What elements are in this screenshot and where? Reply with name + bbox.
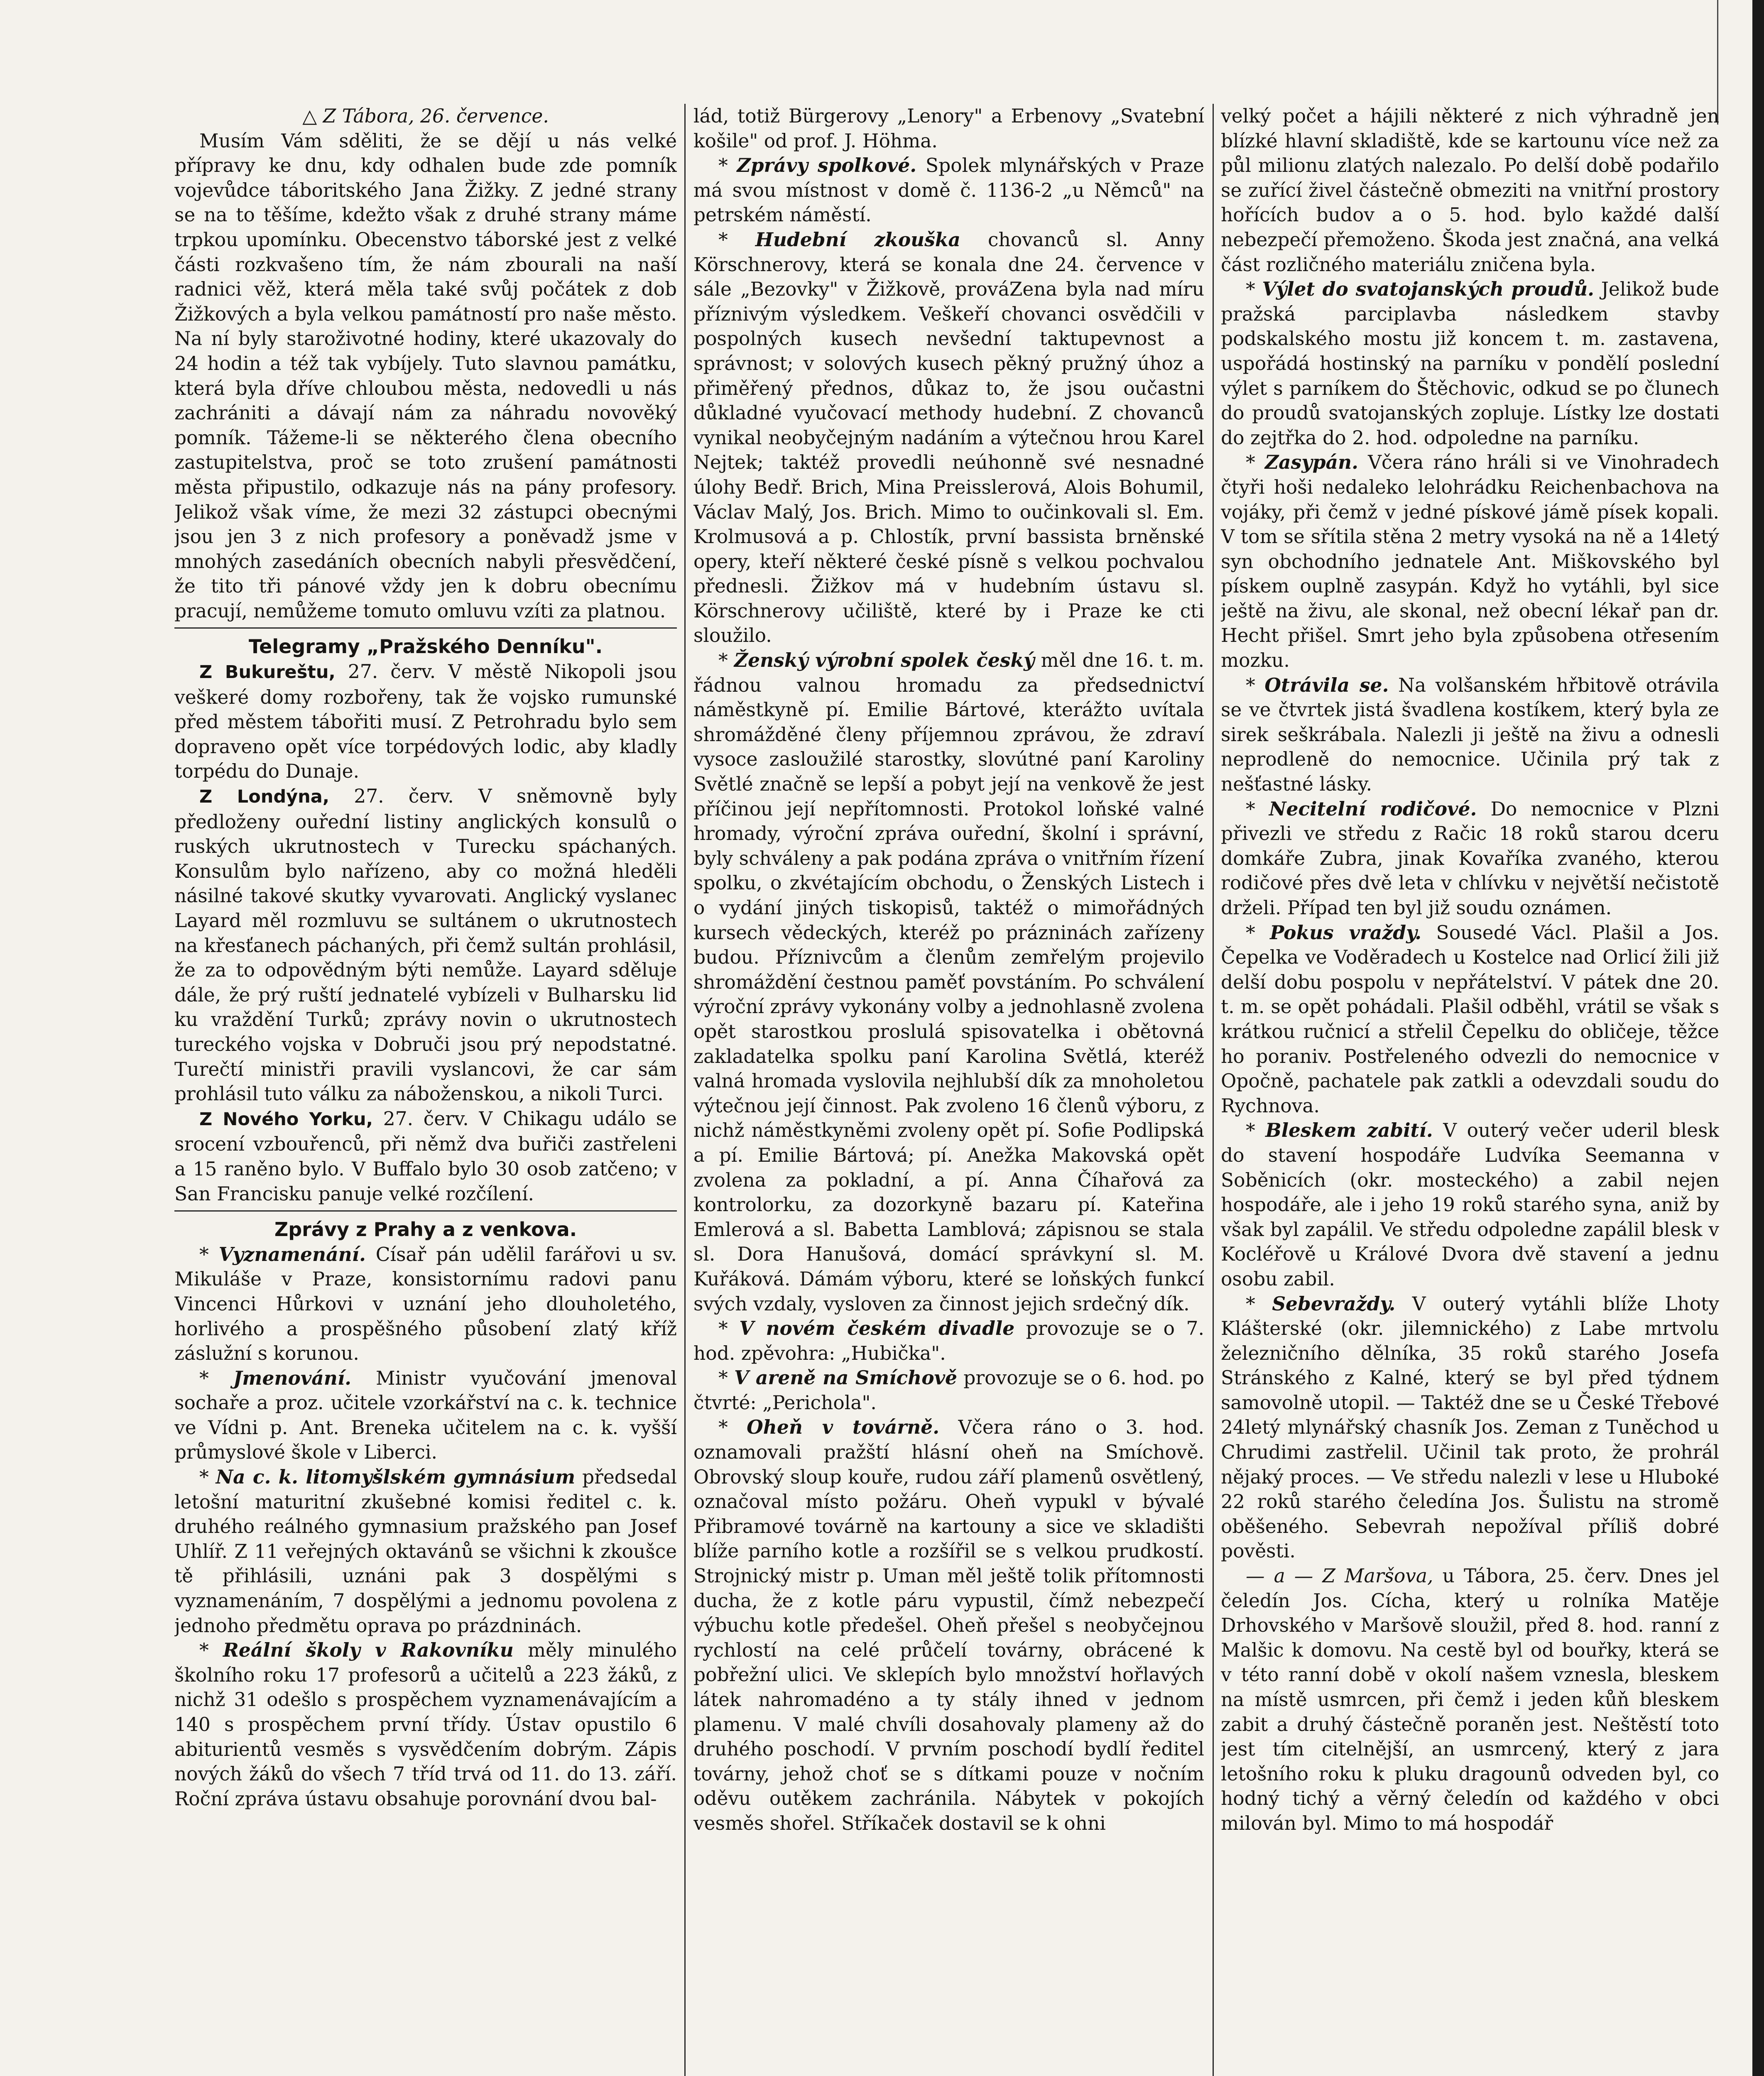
column-1 xyxy=(174,104,677,2076)
section-heading-telegrams: Telegramy „Pražského Denníku". xyxy=(248,635,603,658)
column-2 xyxy=(693,104,1204,2076)
news-item: * Zasypán. Včera ráno hráli si ve Vinohradech čtyři hoši nedaleko lelohrádku Reichenbachova na vojáky, při čemž v jedné pískové jámě písek kopali. V tom se sřítila stěna 2 metry vysoká na ně a 14letý syn obchodního jednatele Ant. Miškovského byl pískem ouplně zasypán. Když ho vytáhli, byl sice ještě na živu, ale skonal, než obecní lékař pan dr. Hecht přišel. Smrt jeho byla způsobena otřesením mozku. xyxy=(1221,451,1719,672)
news-item: * Oheň v továrně. Včera ráno o 3. hod. oznamovali pražští hlásní oheň na Smíchově. Obrovský sloup kouře, rudou září plamenů osvětlený, označoval místo požáru. Oheň vypukl v bývalé Přibramové továrně na kartouny a sice ve skladišti blíže parního kotle a rozšířil se s velkou prudkostí. Strojnický mistr p. Uman měl ještě tolik přítomnosti ducha, že z kotle páru vypustil, čímž nebezpečí výbuchu kotle předešel. Oheň přešel s neobyčejnou rychlostí na celé průčelí továrny, obrácené k pobřežní ulici. Ve sklepích bylo množství hořlavých látek nahromadéno a ty stály ihned v jednom plamenu. V malé chvíli dosahovaly plameny až do druhého poschodí. V prvním poschodí bydlí ředitel továrny, jehož choť se s dítkami pouze v nočním oděvu outěkem zachránila. Nábytek v pokojích vesměs shořel. Stříkaček dostavil se k ohni xyxy=(693,1416,1204,1834)
news-item: * Ženský výrobní spolek český měl dne 16. t. m. řádnou valnou hromadu za předsednictví náměstkyně pí. Emilie Bártové, kterážto uvítala shromážděné členy příjemnou zprávou, že zdraví vysoce zasloužilé starostky, slovútné paní Karoliny Světlé značně se lepší a pobyt její na venkově že jest příčinou její nepřítomnosti. Protokol loňské valné hromady, výroční zpráva ouřední, školní i správní, byly schváleny a pak podána zpráva o vnitřním řízení spolku, o zkvétajícím obchodu, o Ženských Listech i o vydání jiných tiskopisů, taktéž o mimořádných kursech vědeckých, kteréž po prázninách zařízeny budou. Příznivcům a členům zemřelým projevilo shromáždění čestnou paměť povstáním. Po schválení výroční zprávy vykonány volby a jednohlasně zvolena opět starostkou proslulá spisovatelka i obětovná zakladatelka spolku paní Karolina Světlá, kteréž valná hromada vyslovila nejhlubší dík za mnoholetou výtečnou její činnost. Pak zvoleno 16 členů výboru, z nichž náměstkyněmi zvoleny opět pí. Sofie Podlipská a pí. Emilie Bártová; pí. Anežka Makovská opět zvolena za pokladní, a pí. Anna Číhařová za kontrolorku, za dozorkyně bazaru pí. Kateřina Emlerová a sl. Babetta Lamblová; zápisnou se stala sl. Dora Hanušová, domácí správkyní sl. M. Kuřáková. Dámám výboru, které se loňských funkcí svých vzdaly, vysloven za činnost jejich srdečný dík. xyxy=(693,649,1204,1315)
news-item: * V areně na Smíchově provozuje se o 6. hod. po čtvrté: „Perichola". xyxy=(693,1366,1204,1414)
telegram-london: Z Londýna, 27. červ. V sněmovně byly předloženy ouřední listiny anglických konsulů o ruských ukrutnostech v Turecku spáchaných. Konsulům bylo nařízeno, aby co možná hleděli násilné takové skutky vyvarovati. Anglický vyslanec Layard měl rozmluvu se sultánem o ukrutnostech na křesťanech páchaných, při čemž sultán prohlásil, že za to odpovědným býti nemůže. Layard sděluje dále, že prý ruští jednatelé vybízeli v Bulharsku lid ku vraždění Turků; zprávy novin o ukrutnostech tureckého vojska v Dobruči jsou prý nepodstatné. Turečtí ministři pravili vyslancovi, že car sám prohlásil tuto válku za náboženskou, a nikoli Turci. xyxy=(174,785,677,1105)
section-divider xyxy=(174,1210,677,1212)
news-item: * Otrávila se. Na volšanském hřbitově otrávila se ve čtvrtek jistá švadlena kostíkem, který byla ze sirek seškrábala. Nalezli ji ještě na živu a odnesli neprodleně do nemocnice. Učinila prý tak z nešťastné lásky. xyxy=(1221,673,1719,796)
article-continuation: velký počet a hájili některé z nich výhradně jen blízké hlavní skladiště, kde se kartounu více než za půl milionu zlatých nalezalo. Po delší době podařilo se zuřící živel částečně obmeziti na vnitřní prostory hořících budov a o 5. hod. bylo každé další nebezpečí přemoženo. Škoda jest značná, ana velká část rozličného materiálu zničena byla. xyxy=(1221,105,1719,276)
telegram-bucharest: Z Bukureštu, 27. červ. V městě Nikopoli jsou veškeré domy rozbořeny, tak že vojsko rumunské před městem tábořiti musí. Z Petrohradu bylo sem dopraveno opět více torpédových lodic, aby kladly torpédu do Dunaje. xyxy=(174,661,677,783)
news-item: * Necitelní rodičové. Do nemocnice v Plzni přivezli ve středu z Račic 18 roků starou dceru domkáře Zubra, jinak Kovaříka zvaného, kterou rodičové přes dvě leta v chlívku v největší nečistotě drželi. Případ ten byl již soudu oznámen. xyxy=(1221,797,1719,919)
news-item: * V novém českém divadle provozuje se o 7. hod. zpěvohra: „Hubička". xyxy=(693,1317,1204,1364)
news-item: * Vyznamenání. Císař pán udělil farářovi u sv. Mikuláše v Praze, konsistornímu radovi panu Vincenci Hůrkovi v uznání jeho dlouholetého, horlivého a prospěšného působení zlatý kříž záslužní s korunou. xyxy=(174,1243,677,1365)
column-rule xyxy=(1213,104,1214,2076)
news-item: — a — Z Maršova, u Tábora, 25. červ. Dnes jel čeledín Jos. Cícha, který u rolníka Matěje Drhovského v Maršově sloužil, před 8. hod. ranní z Malšic k domovu. Na cestě byl od bouřky, která se v této ranní době v okolí našem vznesla, bleskem na místě usmrcen, při čemž i jeden kůň bleskem zabit a druhý částečně poraněn jest. Neštěstí toto jest tím citelnější, an usmrcený, který z jara letošního roku k pluku dragounů odveden byl, co hodný tichý a věrný čeledín od každého v obci milován byl. Mimo to má hospodář xyxy=(1221,1565,1719,1834)
article-tabor: Musím Vám sděliti, že se dějí u nás velké přípravy ke dnu, kdy odhalen bude zde pomník vojevůdce táboritského Jana Žižky. Z jedné strany se na to těšíme, kdežto však z druhé strany máme trpkou upomínku. Obecenstvo táborské jest z velké části rozkvašeno tím, že nám zbourali na naší radnici věž, která měla také svůj počátek z dob Žižkových a byla velkou památností pro naše město. Na ní byly staroživotné hodiny, které ukazovaly do 24 hodin a též tak vybíjely. Tuto slavnou památku, která byla dříve chloubou města, nedovedli u nás zachrániti a dávají nám za náhradu novověký pomník. Tážeme-li se některého člena obecního zastupitelstva, proč se toto zrušení památnosti města připustilo, odkazuje nás na pány profesory. Jelikož však víme, že mezi 32 zástupci obecnými jsou jen 3 z nich profesory a poněvadž jsme v mnohých zasedáních obecních nabyli přesvědčení, že tito tři pánové vždy jen k dobru obecnímu pracují, nemůžeme tomuto omluvu vzíti za platnou. xyxy=(174,130,677,622)
dateline-tabor: △ Z Tábora, 26. července. xyxy=(302,105,549,127)
newspaper-columns xyxy=(174,104,1719,2076)
page-edge-shadow xyxy=(1752,0,1764,2076)
telegram-new-york: Z Nového Yorku, 27. červ. V Chikagu událo se srocení vzbouřenců, při němž dva buřiči zastřeleni a 15 raněno bylo. V Buffalo bylo 30 osob zatčeno; v San Francisku panuje velké rozčílení. xyxy=(174,1107,677,1205)
news-item: * Výlet do svatojanských proudů. Jelikož bude pražská parciplavba následkem stavby podskalského mostu již koncem t. m. zastavena, uspořádá hostinský na parníku v pondělí poslední výlet s parníkem do Štěchovic, odkud se po člunech do proudů svatojanských zopluje. Lístky lze dostati do zejtřka do 2. hod. odpoledne na parníku. xyxy=(1221,278,1719,449)
section-heading-news: Zprávy z Prahy a z venkova. xyxy=(274,1218,577,1241)
news-item: * Bleskem zabití. V outerý večer uderil blesk do stavení hospodáře Ludvíka Seemanna v Soběnicích (okr. mosteckého) a zabil nejen hospodáře, ale i jeho 19 roků starého syna, aniž by však byl zapálil. Ve středu odpoledne zapálil blesk v Kocléřově u Králové Dvora dvě stavení a jednu osobu zabil. xyxy=(1221,1119,1719,1290)
article-continuation: lád, totiž Bürgerovy „Lenory" a Erbenovy „Svatební košile" od prof. J. Höhma. xyxy=(693,105,1204,152)
column-3 xyxy=(1221,104,1719,2076)
news-item: * Sebevraždy. V outerý vytáhli blíže Lhoty Klášterské (okr. jilemnického) z Labe mrtvolu železničního dělníka, 35 roků starého Josefa Stránského z Kalné, který se byl před týdnem samovolně utopil. — Taktéž dne se u České Třebové 24letý mlynářský chasník Jos. Zeman z Tuněchod u Chrudimi zastřelil. Učinil tak proto, že prohrál nějaký proces. — Ve středu nalezli v lese u Hluboké 22 roků starého čeledína Jos. Šulistu na stromě oběšeného. Sebevrah nepožíval příliš dobré pověsti. xyxy=(1221,1292,1719,1562)
news-item: * Jmenování. Ministr vyučování jmenoval sochaře a proz. učitele vzorkářství na c. k. technice ve Vídni p. Ant. Breneka učitelem na c. k. vyšší průmyslové škole v Liberci. xyxy=(174,1366,677,1464)
news-item: * Na c. k. litomyšlském gymnásium předsedal letošní maturitní zkušebné komisi ředitel c. k. druhého reálného gymnasium pražského pan Josef Uhlíř. Z 11 veřejných oktavánů se všichni k zkoušce tě přihlásili, uznáni pak 3 dospělými s vyznamenáním, 7 dospělými a jednomu povolena z jednoho předmětu oprava po prázdninách. xyxy=(174,1466,677,1637)
news-item: * Pokus vraždy. Sousedé Václ. Plašil a Jos. Čepelka ve Voděradech u Kostelce nad Orlicí žili již delší dobu pospolu v nepřátelství. V pátek dne 20. t. m. se opět pohádali. Plašil odběhl, vrátil se však s krátkou ručnicí a střelil Čepelku do obličeje, těžce ho poraniv. Postřeleného odvezli do nemocnice v Opočně, pachatele pak zatkli a odevzdali soudu do Rychnova. xyxy=(1221,921,1719,1117)
news-item: * Zprávy spolkové. Spolek mlynářských v Praze má svou místnost v domě č. 1136-2 „u Němců" na petrském náměstí. xyxy=(693,154,1204,226)
section-divider xyxy=(174,627,677,629)
news-item: * Hudební zkouška chovanců sl. Anny Körschnerovy, která se konala dne 24. července v sále „Bezovky" v Žižkově, prováZena byla nad míru příznivým výsledkem. Veškeří chovanci osvědčili v pospolných kusech nevšední taktupevnost a správnost; v solových kusech pěkný pružný úhoz a přiměřený přednos, důkaz to, že jsou oučastni důkladné vyučovací methody hudební. Z chovanců vynikal neobyčejným nadáním a výtečnou hrou Karel Nejtek; taktéž provedli neúhonně své nesnadné úlohy Bedř. Brich, Mina Preisslerová, Alois Bohumil, Václav Malý, Jos. Brich. Mimo to oučinkovali sl. Em. Krolmusová a p. Chlostík, první bassista brněnské opery, kteří některé české písně s velkou pochvalou přednesli. Žižkov má v hudebním ústavu sl. Körschnerovy učiliště, které by i Praze ke cti sloužilo. xyxy=(693,228,1204,647)
column-rule xyxy=(684,104,686,2076)
triangle-icon: △ xyxy=(302,105,323,127)
news-item: * Reální školy v Rakovníku měly minulého školního roku 17 profesorů a učitelů a 223 žáků, z nichž 31 odešlo s prospěchem vyznamenávajícím a 140 s prospěchem první třídy. Ústav opustilo 6 abiturientů vesměs s vysvědčením dobrým. Zápis nových žáků do všech 7 tříd trvá od 11. do 13. září. Roční zpráva ústavu obsahuje porovnání dvou bal- xyxy=(174,1639,677,1810)
